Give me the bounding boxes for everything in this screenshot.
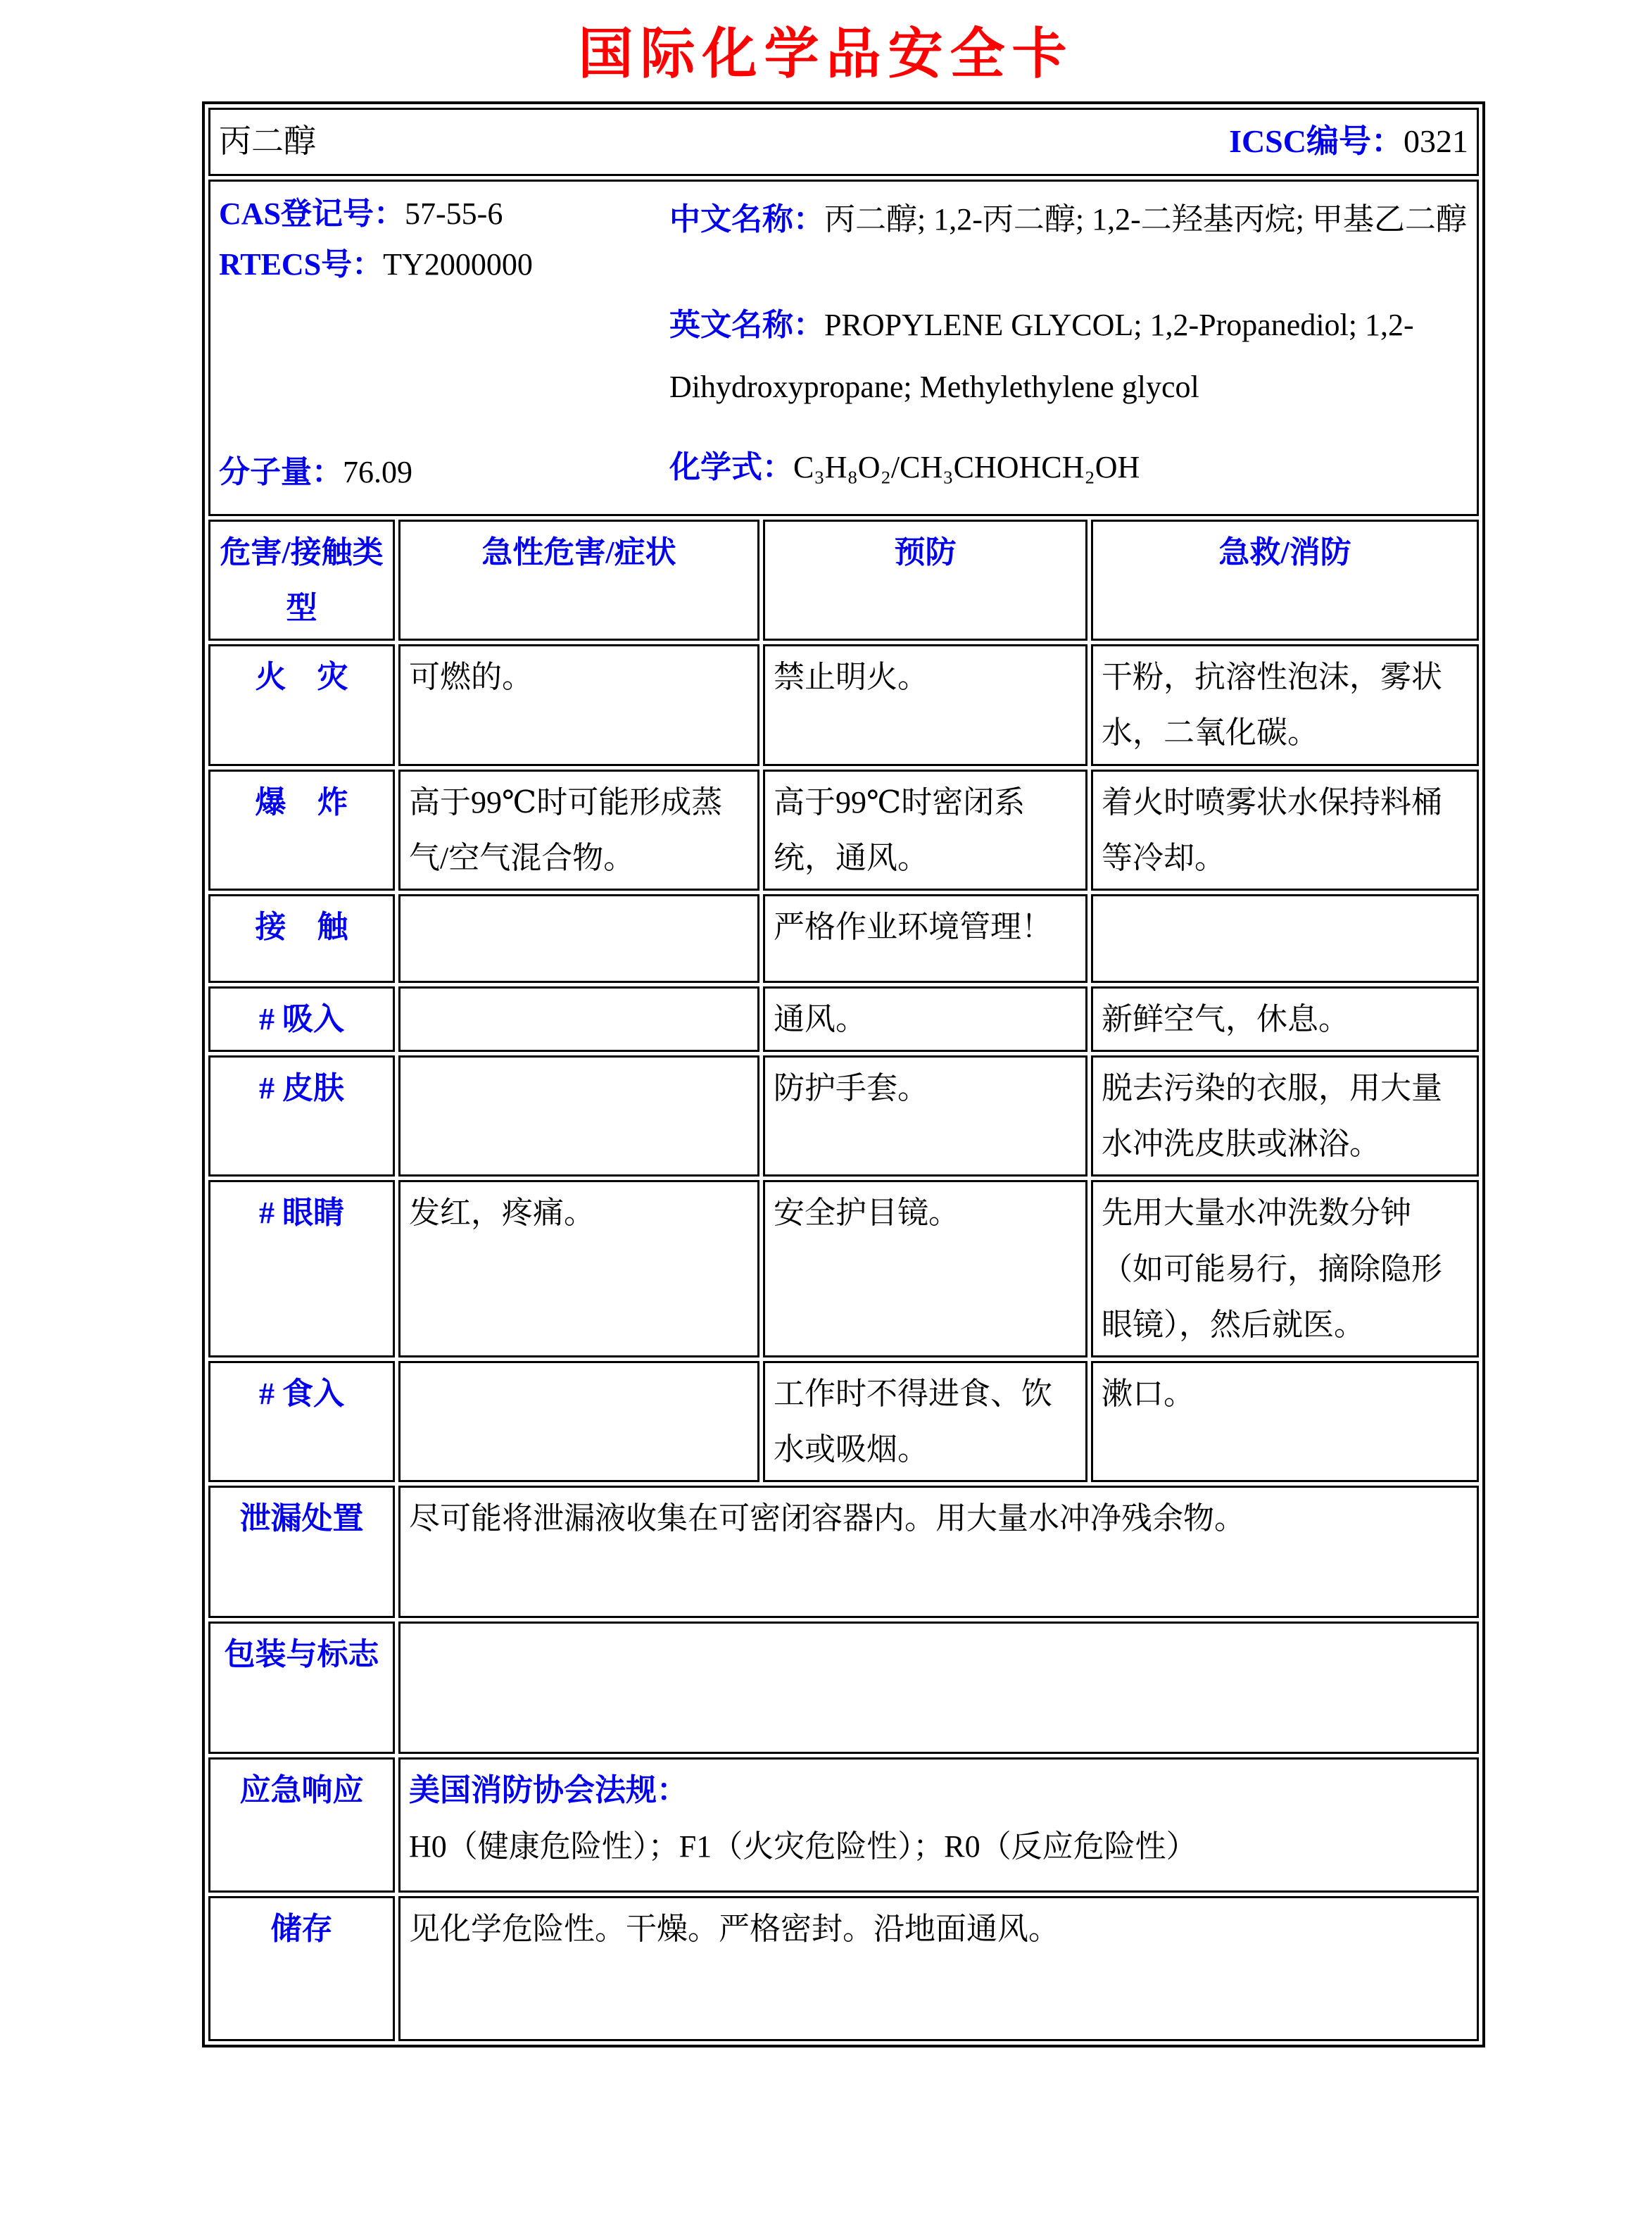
prevention-cell: 高于99℃时密闭系统，通风。 bbox=[763, 770, 1087, 891]
hazard-type-cell: 爆 炸 bbox=[208, 770, 395, 891]
cas-value: 57-55-6 bbox=[405, 196, 503, 231]
first-aid-cell: 脱去污染的衣服，用大量水冲洗皮肤或淋浴。 bbox=[1091, 1055, 1479, 1177]
formula-row bbox=[669, 437, 1468, 498]
identity-section bbox=[208, 180, 1479, 516]
section-content-cell: 尽可能将泄漏液收集在可密闭容器内。用大量水冲净残余物。 bbox=[398, 1486, 1479, 1618]
section-row-emergency bbox=[208, 1757, 1479, 1893]
icsc-number-value: 0321 bbox=[1404, 123, 1468, 159]
first-aid-cell: 先用大量水冲洗数分钟（如可能易行，摘除隐形眼镜），然后就医。 bbox=[1091, 1180, 1479, 1357]
chinese-name-row bbox=[669, 189, 1468, 251]
formula-label: 化学式： bbox=[669, 449, 793, 484]
hazard-row-fire bbox=[208, 644, 1479, 765]
hazard-row-inhalation bbox=[208, 986, 1479, 1052]
prevention-cell: 工作时不得进食、饮水或吸烟。 bbox=[763, 1361, 1087, 1482]
section-label-cell: 泄漏处置 bbox=[208, 1486, 395, 1618]
icsc-card-page bbox=[0, 10, 1652, 2239]
icsc-number-label: ICSC编号： bbox=[1229, 123, 1404, 159]
molecular-weight-label: 分子量： bbox=[219, 455, 343, 490]
section-content-cell bbox=[398, 1757, 1479, 1893]
symptoms-cell bbox=[398, 986, 759, 1052]
symptoms-cell bbox=[398, 1055, 759, 1177]
symptoms-cell: 发红，疼痛。 bbox=[398, 1180, 759, 1357]
hazard-type-cell: # 食入 bbox=[208, 1361, 395, 1482]
nfpa-code-value: H0（健康危险性）；F1（火灾危险性）；R0（反应危险性） bbox=[409, 1829, 1197, 1864]
chemical-name: 丙二醇 bbox=[219, 123, 316, 159]
symptoms-cell: 高于99℃时可能形成蒸气/空气混合物。 bbox=[398, 770, 759, 891]
hazard-row-exposure bbox=[208, 894, 1479, 983]
first-aid-cell: 新鲜空气，休息。 bbox=[1091, 986, 1479, 1052]
icsc-number bbox=[1229, 113, 1468, 171]
hazard-row-ingestion bbox=[208, 1361, 1479, 1482]
prevention-cell: 通风。 bbox=[763, 986, 1087, 1052]
first-aid-cell: 漱口。 bbox=[1091, 1361, 1479, 1482]
section-label-cell: 储存 bbox=[208, 1896, 395, 2041]
card-header-row bbox=[208, 108, 1479, 176]
hazard-type-cell: # 吸入 bbox=[208, 986, 395, 1052]
formula-value: C₃H₈O₂/CH₃CHOHCH₂OH bbox=[793, 449, 1140, 484]
chinese-name-label: 中文名称： bbox=[669, 201, 824, 237]
hazard-type-cell: # 皮肤 bbox=[208, 1055, 395, 1177]
first-aid-cell: 着火时喷雾状水保持料桶等冷却。 bbox=[1091, 770, 1479, 891]
icsc-card-table bbox=[202, 101, 1485, 2047]
rtecs-label: RTECS号： bbox=[219, 247, 384, 282]
chinese-name-value: 丙二醇; 1,2-丙二醇; 1,2-二羟基丙烷; 甲基乙二醇 bbox=[824, 201, 1467, 237]
first-aid-cell: 干粉，抗溶性泡沫，雾状水，二氧化碳。 bbox=[1091, 644, 1479, 765]
identity-row bbox=[208, 180, 1479, 516]
section-content-cell: 见化学危险性。干燥。严格密封。沿地面通风。 bbox=[398, 1896, 1479, 2041]
molecular-weight-value: 76.09 bbox=[343, 455, 412, 490]
hazard-type-cell: # 眼睛 bbox=[208, 1180, 395, 1357]
column-header-hazard-type: 危害/接触类型 bbox=[208, 520, 395, 641]
cas-number-row bbox=[219, 189, 669, 240]
hazard-row-skin bbox=[208, 1055, 1479, 1177]
section-row-spillage bbox=[208, 1486, 1479, 1618]
column-header-symptoms: 急性危害/症状 bbox=[398, 520, 759, 641]
prevention-cell: 防护手套。 bbox=[763, 1055, 1087, 1177]
rtecs-value: TY2000000 bbox=[383, 247, 533, 282]
prevention-cell: 安全护目镜。 bbox=[763, 1180, 1087, 1357]
section-label-cell: 包装与标志 bbox=[208, 1622, 395, 1754]
rtecs-number-row bbox=[219, 239, 669, 291]
column-header-prevention: 预防 bbox=[763, 520, 1087, 641]
english-name-row bbox=[669, 294, 1468, 418]
column-header-first-aid: 急救/消防 bbox=[1091, 520, 1479, 641]
section-row-packaging bbox=[208, 1622, 1479, 1754]
english-name-label: 英文名称： bbox=[669, 307, 824, 342]
nfpa-code-label: 美国消防协会法规： bbox=[409, 1773, 688, 1808]
hazard-type-cell: 火 灾 bbox=[208, 644, 395, 765]
hazard-row-eyes bbox=[208, 1180, 1479, 1357]
hazard-row-explosion bbox=[208, 770, 1479, 891]
cas-label: CAS登记号： bbox=[219, 196, 405, 231]
hazard-type-cell: 接 触 bbox=[208, 894, 395, 983]
section-label-cell: 应急响应 bbox=[208, 1757, 395, 1893]
english-name-value: PROPYLENE GLYCOL; 1,2-Propanediol; 1,2-Dihydroxypropane; Methylethylene glycol bbox=[669, 307, 1414, 404]
first-aid-cell bbox=[1091, 894, 1479, 983]
icsc-card bbox=[202, 101, 1468, 2047]
molecular-weight-row bbox=[219, 447, 669, 498]
prevention-cell: 严格作业环境管理！ bbox=[763, 894, 1087, 983]
symptoms-cell bbox=[398, 1361, 759, 1482]
prevention-cell: 禁止明火。 bbox=[763, 644, 1087, 765]
section-row-storage bbox=[208, 1896, 1479, 2041]
symptoms-cell bbox=[398, 894, 759, 983]
page-title: 国际化学品安全卡 bbox=[578, 23, 1074, 84]
card-header-cell bbox=[208, 108, 1479, 176]
symptoms-cell: 可燃的。 bbox=[398, 644, 759, 765]
hazard-header-row bbox=[208, 520, 1479, 641]
section-content-cell bbox=[398, 1622, 1479, 1754]
